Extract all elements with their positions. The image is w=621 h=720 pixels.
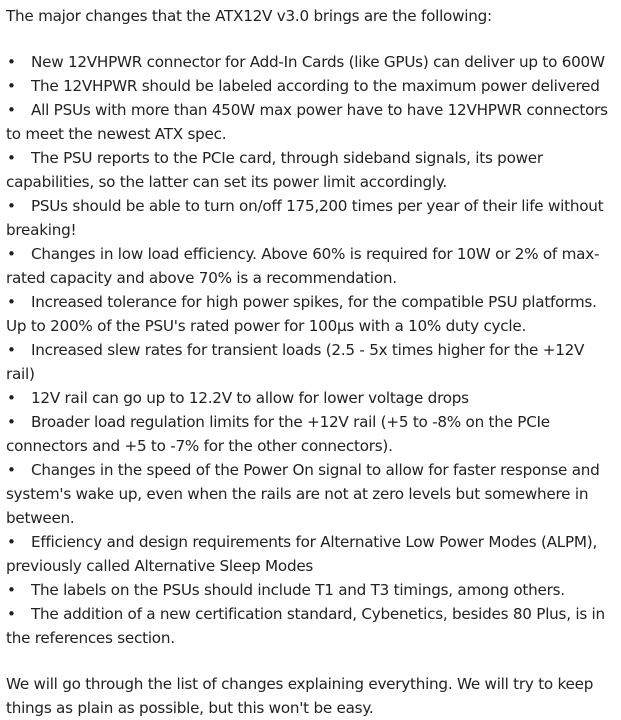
list-item-text: The 12VHPWR should be labeled according to the maximum power delivered (31, 77, 600, 95)
list-item (6, 530, 615, 578)
list-item-text: Efficiency and design requirements for Alternative Low Power Modes (ALPM), previously called Alternative Sleep Modes (6, 533, 598, 575)
bullet-icon: • (7, 245, 16, 263)
list-item (6, 458, 615, 530)
list-item (6, 386, 615, 410)
list-item (6, 98, 615, 146)
bullet-icon: • (7, 101, 16, 119)
list-item (6, 74, 615, 98)
list-item-text: The addition of a new certification standard, Cybenetics, besides 80 Plus, is in the references section. (6, 605, 605, 647)
list-item (6, 242, 615, 290)
list-item (6, 50, 615, 74)
bullet-icon: • (7, 413, 16, 431)
list-item-text: 12V rail can go up to 12.2V to allow for lower voltage drops (31, 389, 469, 407)
bullet-icon: • (7, 149, 16, 167)
list-item-text: Broader load regulation limits for the +12V rail (+5 to -8% on the PCIe connectors and +5 to -7% for the other connectors). (6, 413, 550, 455)
bullet-icon: • (7, 53, 16, 71)
list-item-text: All PSUs with more than 450W max power have to have 12VHPWR connectors to meet the newest ATX spec. (6, 101, 608, 143)
bullet-icon: • (7, 605, 16, 623)
list-item (6, 410, 615, 458)
list-item-text: The labels on the PSUs should include T1 and T3 timings, among others. (31, 581, 565, 599)
changes-list (6, 50, 615, 650)
intro-paragraph: The major changes that the ATX12V v3.0 brings are the following: (6, 7, 492, 25)
bullet-icon: • (7, 389, 16, 407)
list-item (6, 146, 615, 194)
list-item-text: The PSU reports to the PCIe card, through sideband signals, its power capabilities, so the latter can set its power limit accordingly. (6, 149, 543, 191)
list-item-text: Increased tolerance for high power spikes, for the compatible PSU platforms. Up to 200% of the PSU's rated power for 100μs with a 10% duty cycle. (6, 293, 597, 335)
bullet-icon: • (7, 293, 16, 311)
list-item-text: Changes in the speed of the Power On signal to allow for faster response and system's wake up, even when the rails are not at zero levels but somewhere in between. (6, 461, 600, 527)
bullet-icon: • (7, 533, 16, 551)
list-item-text: Increased slew rates for transient loads (2.5 - 5x times higher for the +12V rail) (6, 341, 585, 383)
bullet-icon: • (7, 581, 16, 599)
list-item (6, 194, 615, 242)
list-item (6, 578, 615, 602)
list-item-text: PSUs should be able to turn on/off 175,200 times per year of their life without breaking! (6, 197, 604, 239)
list-item (6, 602, 615, 650)
bullet-icon: • (7, 461, 16, 479)
bullet-icon: • (7, 197, 16, 215)
outro-paragraph: We will go through the list of changes explaining everything. We will try to keep things as plain as possible, but this won't be easy. (6, 675, 594, 717)
bullet-icon: • (7, 77, 16, 95)
list-item (6, 338, 615, 386)
list-item-text: Changes in low load efficiency. Above 60% is required for 10W or 2% of max-rated capacity and above 70% is a recommendation. (6, 245, 600, 287)
bullet-icon: • (7, 341, 16, 359)
list-item-text: New 12VHPWR connector for Add-In Cards (like GPUs) can deliver up to 600W (31, 53, 605, 71)
list-item (6, 290, 615, 338)
